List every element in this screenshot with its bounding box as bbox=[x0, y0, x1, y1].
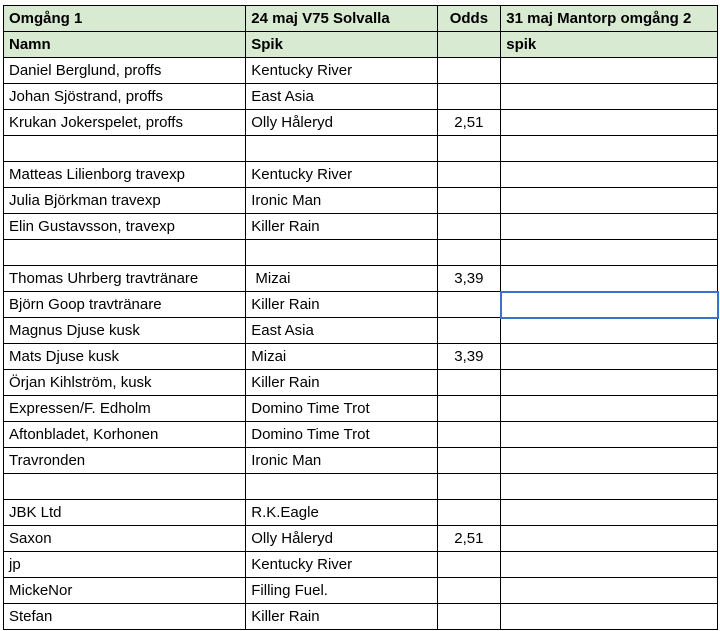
table-row bbox=[4, 370, 718, 396]
cell-spik[interactable]: R.K.Eagle bbox=[246, 500, 437, 526]
cell-mantorp-spik[interactable] bbox=[501, 240, 718, 266]
cell-name[interactable]: Örjan Kihlström, kusk bbox=[4, 370, 246, 396]
cell-spik[interactable]: Kentucky River bbox=[246, 552, 437, 578]
table-row bbox=[4, 266, 718, 292]
table-row bbox=[4, 422, 718, 448]
cell-spik[interactable]: Kentucky River bbox=[246, 58, 437, 84]
cell-name[interactable]: MickeNor bbox=[4, 578, 246, 604]
table-row bbox=[4, 474, 718, 500]
cell-name[interactable]: Thomas Uhrberg travtränare bbox=[4, 266, 246, 292]
cell-spik[interactable]: Olly Håleryd bbox=[246, 110, 437, 136]
table-row bbox=[4, 448, 718, 474]
cell-mantorp-spik[interactable] bbox=[501, 318, 718, 344]
cell-odds[interactable] bbox=[437, 188, 501, 214]
table-row bbox=[4, 344, 718, 370]
cell-name[interactable]: Matteas Lilienborg travexp bbox=[4, 162, 246, 188]
cell-mantorp-spik[interactable] bbox=[501, 266, 718, 292]
header-cell-spik[interactable]: Spik bbox=[246, 32, 437, 58]
cell-name[interactable]: Julia Björkman travexp bbox=[4, 188, 246, 214]
table-row bbox=[4, 58, 718, 84]
cell-mantorp-spik[interactable] bbox=[501, 578, 718, 604]
cell-odds[interactable] bbox=[437, 214, 501, 240]
table-row bbox=[4, 214, 718, 240]
cell-odds[interactable] bbox=[437, 422, 501, 448]
cell-spik[interactable] bbox=[246, 240, 437, 266]
cell-spik[interactable] bbox=[246, 136, 437, 162]
cell-mantorp-spik[interactable] bbox=[501, 500, 718, 526]
cell-spik[interactable]: East Asia bbox=[246, 318, 437, 344]
cell-odds[interactable] bbox=[437, 292, 501, 318]
header-cell-empty[interactable] bbox=[437, 32, 501, 58]
cell-name[interactable] bbox=[4, 240, 246, 266]
header-row-2 bbox=[4, 32, 718, 58]
cell-mantorp-spik[interactable] bbox=[501, 292, 718, 318]
cell-mantorp-spik[interactable] bbox=[501, 604, 718, 630]
cell-name[interactable]: Travronden bbox=[4, 448, 246, 474]
table-row bbox=[4, 240, 718, 266]
cell-name[interactable]: Expressen/F. Edholm bbox=[4, 396, 246, 422]
cell-mantorp-spik[interactable] bbox=[501, 526, 718, 552]
table-row bbox=[4, 552, 718, 578]
cell-name[interactable]: jp bbox=[4, 552, 246, 578]
cell-odds[interactable] bbox=[437, 58, 501, 84]
cell-mantorp-spik[interactable] bbox=[501, 84, 718, 110]
cell-name[interactable]: Aftonbladet, Korhonen bbox=[4, 422, 246, 448]
cell-name[interactable]: Mats Djuse kusk bbox=[4, 344, 246, 370]
cell-spik[interactable]: Domino Time Trot bbox=[246, 422, 437, 448]
cell-name[interactable] bbox=[4, 136, 246, 162]
header-row-1 bbox=[4, 6, 718, 32]
header-cell-mantorp-spik[interactable]: spik bbox=[501, 32, 718, 58]
cell-odds[interactable] bbox=[437, 396, 501, 422]
table-row bbox=[4, 188, 718, 214]
cell-mantorp-spik[interactable] bbox=[501, 188, 718, 214]
cell-spik[interactable]: Olly Håleryd bbox=[246, 526, 437, 552]
table-row bbox=[4, 318, 718, 344]
cell-odds[interactable] bbox=[437, 370, 501, 396]
cell-odds[interactable] bbox=[437, 578, 501, 604]
cell-mantorp-spik[interactable] bbox=[501, 396, 718, 422]
cell-name[interactable] bbox=[4, 474, 246, 500]
cell-mantorp-spik[interactable] bbox=[501, 344, 718, 370]
table-row bbox=[4, 162, 718, 188]
cell-spik[interactable]: Ironic Man bbox=[246, 188, 437, 214]
cell-odds[interactable] bbox=[437, 84, 501, 110]
table-row bbox=[4, 396, 718, 422]
cell-name[interactable]: JBK Ltd bbox=[4, 500, 246, 526]
cell-name[interactable]: Magnus Djuse kusk bbox=[4, 318, 246, 344]
cell-mantorp-spik[interactable] bbox=[501, 110, 718, 136]
table-row bbox=[4, 500, 718, 526]
cell-spik[interactable]: East Asia bbox=[246, 84, 437, 110]
cell-mantorp-spik[interactable] bbox=[501, 448, 718, 474]
cell-odds[interactable]: 3,39 bbox=[437, 344, 501, 370]
table-row bbox=[4, 110, 718, 136]
cell-odds[interactable] bbox=[437, 318, 501, 344]
table-row bbox=[4, 578, 718, 604]
cell-odds[interactable] bbox=[437, 136, 501, 162]
cell-name[interactable]: Björn Goop travtränare bbox=[4, 292, 246, 318]
cell-spik[interactable]: Domino Time Trot bbox=[246, 396, 437, 422]
header-cell-mantorp[interactable]: 31 maj Mantorp omgång 2 bbox=[501, 6, 718, 32]
cell-spik[interactable] bbox=[246, 474, 437, 500]
cell-spik[interactable]: Killer Rain bbox=[246, 370, 437, 396]
cell-mantorp-spik[interactable] bbox=[501, 474, 718, 500]
cell-mantorp-spik[interactable] bbox=[501, 370, 718, 396]
cell-mantorp-spik[interactable] bbox=[501, 162, 718, 188]
cell-name[interactable]: Elin Gustavsson, travexp bbox=[4, 214, 246, 240]
cell-odds[interactable]: 2,51 bbox=[437, 110, 501, 136]
cell-mantorp-spik[interactable] bbox=[501, 552, 718, 578]
table-row bbox=[4, 136, 718, 162]
cell-odds[interactable] bbox=[437, 500, 501, 526]
table-row bbox=[4, 84, 718, 110]
cell-odds[interactable]: 3,39 bbox=[437, 266, 501, 292]
cell-odds[interactable] bbox=[437, 552, 501, 578]
cell-spik[interactable]: Kentucky River bbox=[246, 162, 437, 188]
cell-odds[interactable] bbox=[437, 448, 501, 474]
cell-spik[interactable]: Ironic Man bbox=[246, 448, 437, 474]
cell-name[interactable]: Krukan Jokerspelet, proffs bbox=[4, 110, 246, 136]
cell-name[interactable]: Saxon bbox=[4, 526, 246, 552]
cell-spik[interactable]: Mizai bbox=[246, 266, 437, 292]
cell-name[interactable]: Daniel Berglund, proffs bbox=[4, 58, 246, 84]
cell-name[interactable]: Stefan bbox=[4, 604, 246, 630]
cell-odds[interactable]: 2,51 bbox=[437, 526, 501, 552]
cell-spik[interactable]: Mizai bbox=[246, 344, 437, 370]
cell-mantorp-spik[interactable] bbox=[501, 58, 718, 84]
spreadsheet-grid bbox=[3, 5, 718, 630]
cell-spik[interactable]: Filling Fuel. bbox=[246, 578, 437, 604]
header-cell-odds[interactable]: Odds bbox=[437, 6, 501, 32]
cell-mantorp-spik[interactable] bbox=[501, 136, 718, 162]
header-cell-solvalla[interactable]: 24 maj V75 Solvalla bbox=[246, 6, 437, 32]
table-row bbox=[4, 526, 718, 552]
cell-odds[interactable] bbox=[437, 240, 501, 266]
header-cell-namn[interactable]: Namn bbox=[4, 32, 246, 58]
table-row bbox=[4, 604, 718, 630]
cell-odds[interactable] bbox=[437, 162, 501, 188]
cell-mantorp-spik[interactable] bbox=[501, 214, 718, 240]
table-row bbox=[4, 292, 718, 318]
cell-spik[interactable]: Killer Rain bbox=[246, 604, 437, 630]
header-cell-omgang[interactable]: Omgång 1 bbox=[4, 6, 246, 32]
cell-spik[interactable]: Killer Rain bbox=[246, 292, 437, 318]
cell-name[interactable]: Johan Sjöstrand, proffs bbox=[4, 84, 246, 110]
cell-mantorp-spik[interactable] bbox=[501, 422, 718, 448]
cell-odds[interactable] bbox=[437, 604, 501, 630]
cell-odds[interactable] bbox=[437, 474, 501, 500]
cell-spik[interactable]: Killer Rain bbox=[246, 214, 437, 240]
